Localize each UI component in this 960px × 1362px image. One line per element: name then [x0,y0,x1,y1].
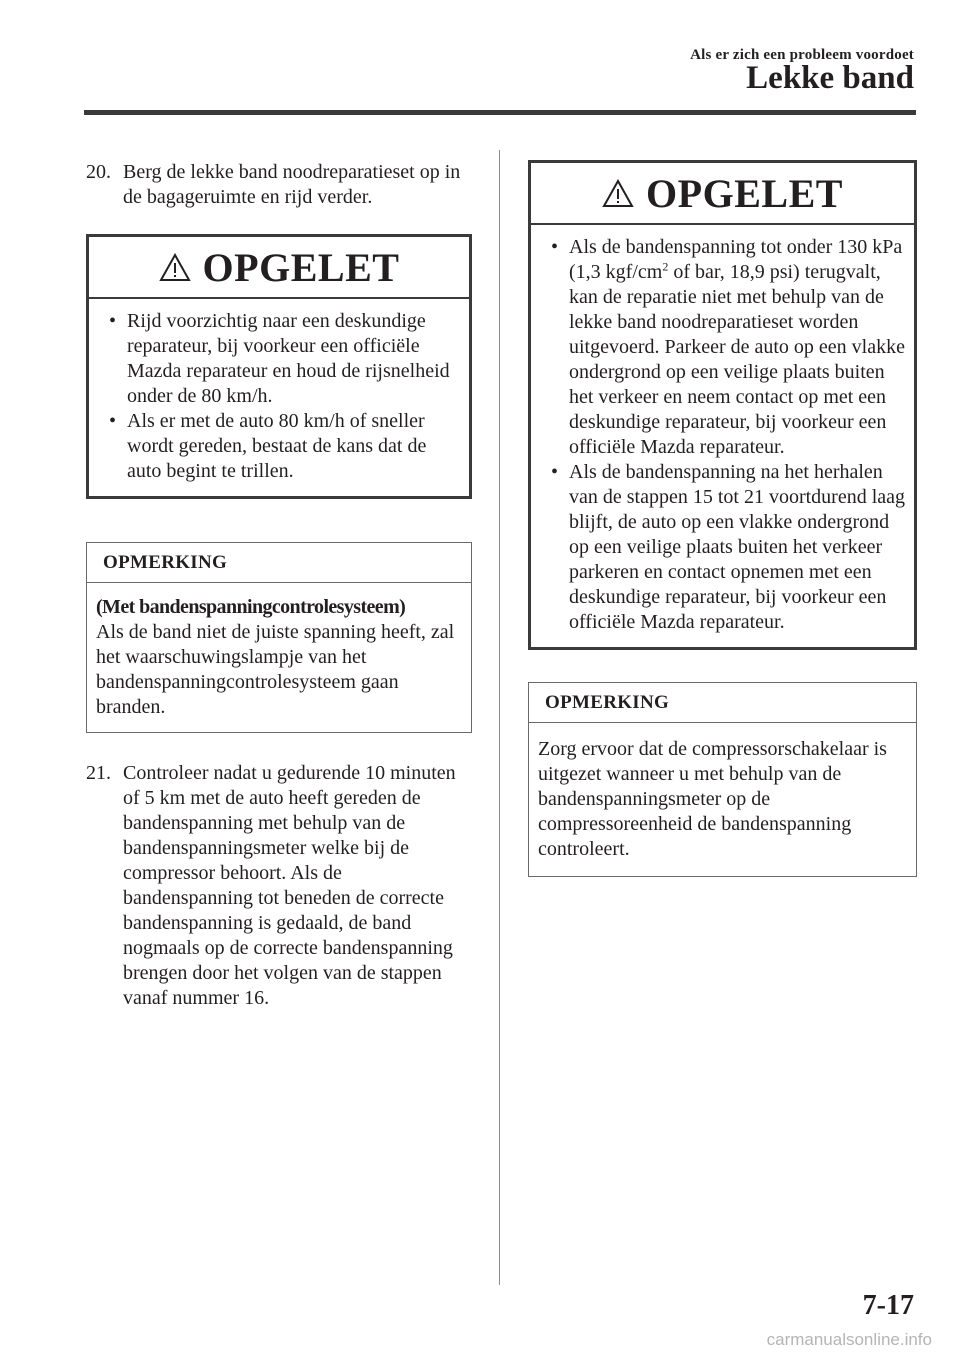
caution-header [531,163,914,225]
bullet-icon: • [551,461,559,483]
bullet-icon: • [109,410,117,432]
right-column [528,160,917,877]
list-item [103,409,461,484]
bullet-text: Rijd voorzichtig naar een deskundige reparateur, bij voorkeur een officiële Mazda reparateur en houd de rijsnelheid onder de 80 km/h. [127,310,450,407]
note-body [87,583,471,732]
left-column [86,160,472,1011]
note-box [528,682,917,877]
header-rule [84,110,916,115]
column-divider [499,150,500,1285]
warning-triangle-icon [602,179,634,208]
list-item [103,309,461,409]
list-item [545,460,906,635]
superscript: 2 [662,259,669,274]
caution-title: OPGELET [202,244,400,290]
caution-title: OPGELET [646,170,843,216]
bullet-icon: • [109,310,117,332]
note-body [529,723,916,876]
step-21 [86,761,472,1011]
header-section-label: Als er zich een probleem voordoet [690,47,914,63]
bullet-text: Als de bandenspanning na het herhalen van de stappen 15 tot 21 voortdurend laag blijft, de auto op een vlakke ondergrond op een veilige plaats buiten het verkeer parkeren en contact opnemen met een deskundige reparateur, bij voorkeur een officiële Mazda reparateur. [569,461,906,633]
step-number: 21. [86,762,111,784]
caution-box [528,160,917,650]
note-text: Als de band niet de juiste spanning heeft, zal het waarschuwingslampje van het bandenspanningcontrolesysteem gaan branden. [96,621,455,718]
page-number: 7-17 [862,1290,914,1321]
note-subtitle: (Met bandenspanningcontrolesysteem) [96,596,406,618]
page-title: Lekke band [746,60,914,96]
step-text: Controleer nadat u gedurende 10 minuten of 5 km met de auto heeft gereden de bandenspanning met behulp van de bandenspanningsmeter welke bij de compressor behoort. Als de bandenspanning tot beneden de correcte bandenspanning is gedaald, de band nogmaals op de correcte bandenspanning brengen door het volgen van de stappen vanaf nummer 16. [123,762,456,1009]
caution-box [86,234,472,499]
step-number: 20. [86,161,111,183]
caution-header [89,237,469,299]
note-title: OPMERKING [529,683,916,723]
bullet-text: Als er met de auto 80 km/h of sneller wordt gereden, bestaat de kans dat de auto begint te trillen. [127,410,427,482]
step-20 [86,160,472,210]
bullet-icon: • [551,236,559,258]
note-box [86,542,472,733]
caution-body [531,225,914,647]
warning-triangle-icon [159,253,191,282]
list-item [545,235,906,460]
bullet-text-part: of bar, 18,9 psi) terugvalt, kan de reparatie niet met behulp van de lekke band noodreparatieset worden uitgevoerd. Parkeer de auto op een vlakke ondergrond op een veilige plaats buiten het verkeer en neem contact op met een deskundige reparateur, bij voorkeur een officiële Mazda reparateur. [569,261,905,458]
bullet-text-part: Als de bandenspanning tot onder 130 kPa (1,3 kgf/cm [569,236,903,283]
caution-body [89,299,469,496]
watermark: carmanualsonline.info [766,1330,932,1349]
note-text: Zorg ervoor dat de compressorschakelaar is uitgezet wanneer u met behulp van de bandenspanningsmeter op de compressoreenheid de bandenspanning controleert. [538,738,887,860]
step-text: Berg de lekke band noodreparatieset op in de bagageruimte en rijd verder. [123,161,461,208]
note-title: OPMERKING [87,543,471,583]
